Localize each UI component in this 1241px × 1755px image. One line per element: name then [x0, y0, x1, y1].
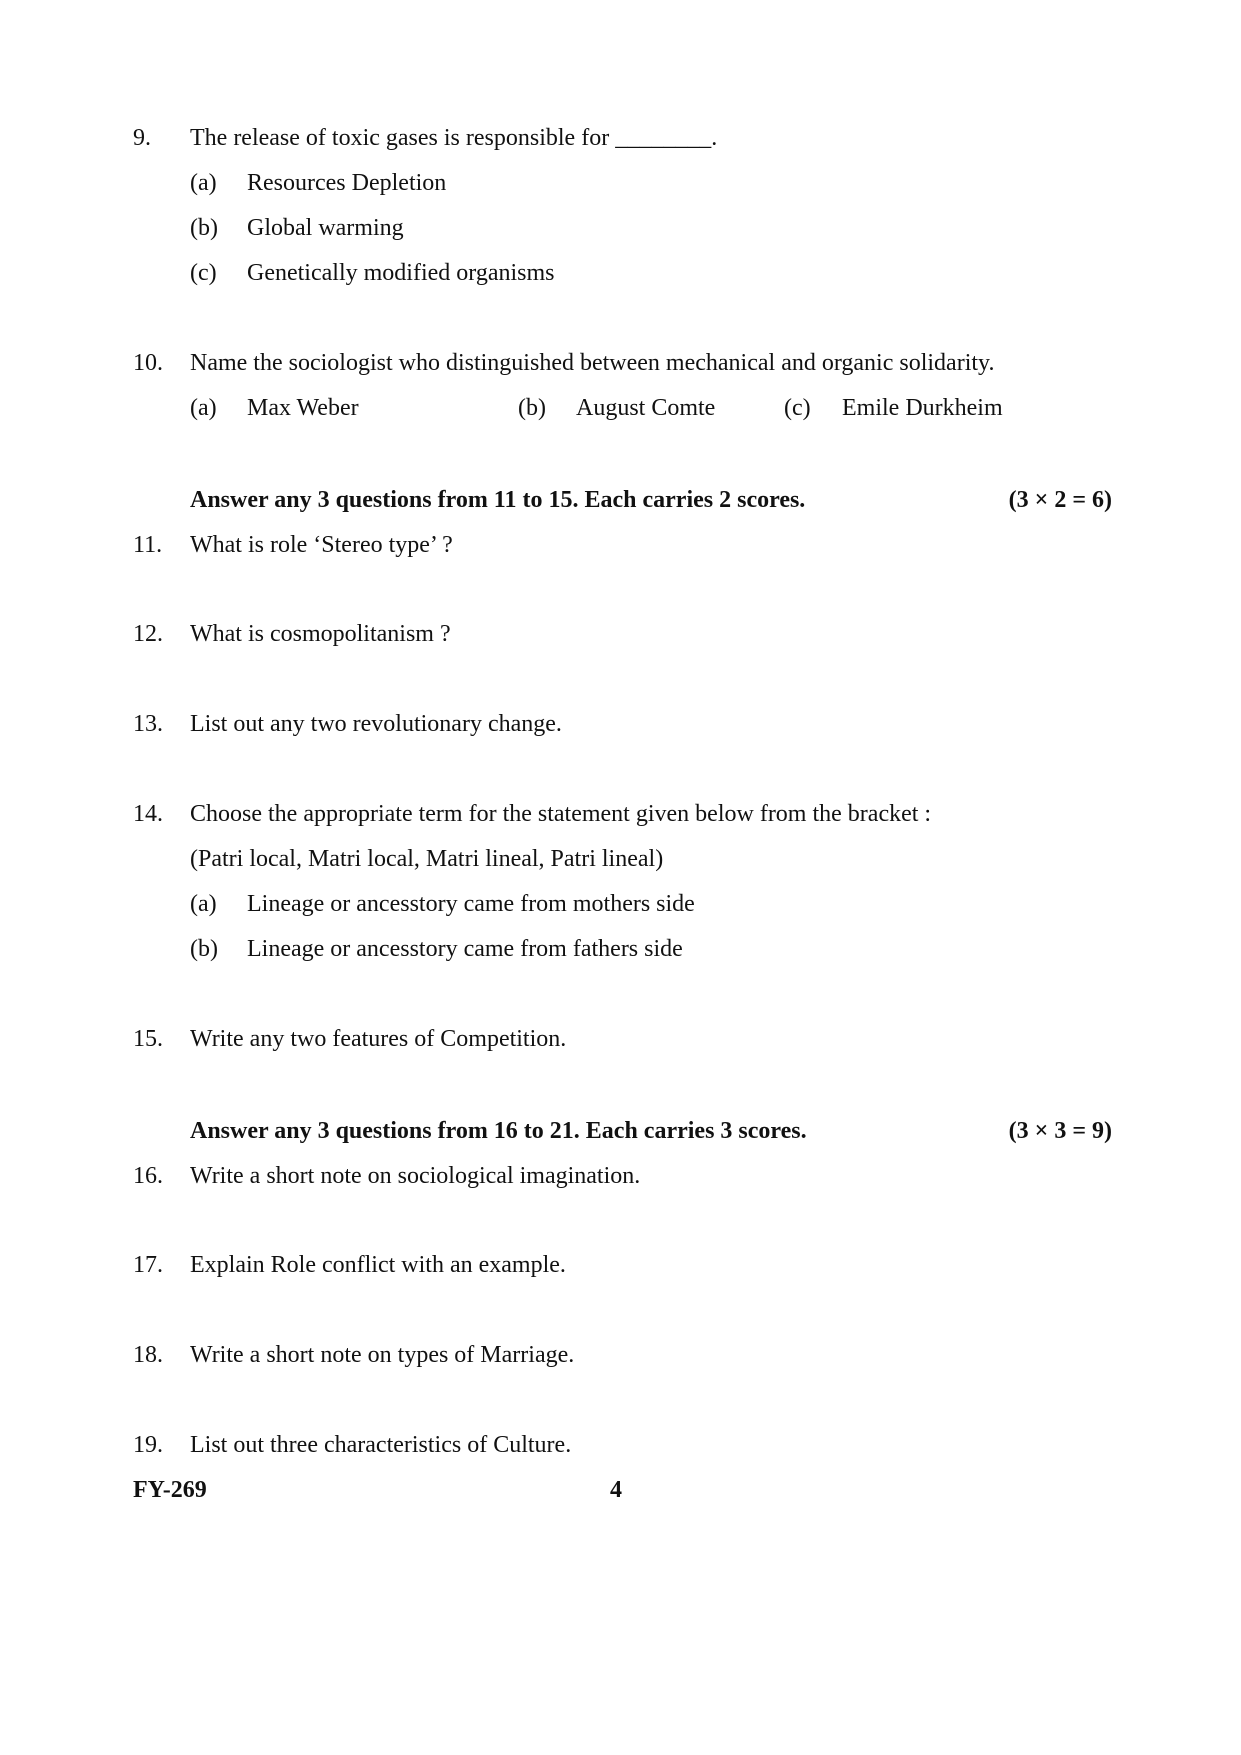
question-14-option-b-label: (b) [190, 936, 218, 962]
question-19-text: List out three characteristics of Culture. [190, 1432, 572, 1458]
question-14-bracket: (Patri local, Matri local, Matri lineal, Patri lineal) [190, 846, 664, 872]
question-9-option-a-label: (a) [190, 170, 217, 196]
question-10-number: 10. [133, 350, 163, 376]
question-10-option-c-text: Emile Durkheim [842, 395, 1003, 421]
question-17-number: 17. [133, 1252, 163, 1278]
question-18-number: 18. [133, 1342, 163, 1368]
question-11-text: What is role ‘Stereo type’ ? [190, 532, 453, 558]
question-13-number: 13. [133, 711, 163, 737]
question-14-option-a-text: Lineage or ancesstory came from mothers side [247, 891, 695, 917]
question-9-option-c-label: (c) [190, 260, 217, 286]
question-19-number: 19. [133, 1432, 163, 1458]
question-17-text: Explain Role conflict with an example. [190, 1252, 566, 1278]
question-9-option-b-text: Global warming [247, 215, 404, 241]
question-9-option-c-text: Genetically modified organisms [247, 260, 555, 286]
footer-paper-code: FY-269 [133, 1477, 207, 1503]
question-10-option-a-label: (a) [190, 395, 217, 421]
question-16-text: Write a short note on sociological imagination. [190, 1163, 641, 1189]
question-16-number: 16. [133, 1163, 163, 1189]
question-15-number: 15. [133, 1026, 163, 1052]
question-14-option-a-label: (a) [190, 891, 217, 917]
section-marks-11-15: (3 × 2 = 6) [1008, 487, 1112, 513]
question-10-option-b-label: (b) [518, 395, 546, 421]
question-11-number: 11. [133, 532, 163, 558]
section-instruction-11-15: Answer any 3 questions from 11 to 15. Each carries 2 scores. [190, 487, 806, 513]
question-13-text: List out any two revolutionary change. [190, 711, 562, 737]
section-marks-16-21: (3 × 3 = 9) [1008, 1118, 1112, 1144]
question-9-number: 9. [133, 125, 151, 151]
question-10-option-a-text: Max Weber [247, 395, 359, 421]
question-12-number: 12. [133, 621, 163, 647]
question-9-option-b-label: (b) [190, 215, 218, 241]
question-10-text: Name the sociologist who distinguished between mechanical and organic solidarity. [190, 350, 995, 376]
section-instruction-16-21: Answer any 3 questions from 16 to 21. Each carries 3 scores. [190, 1118, 807, 1144]
question-12-text: What is cosmopolitanism ? [190, 621, 451, 647]
question-14-text: Choose the appropriate term for the statement given below from the bracket : [190, 801, 932, 827]
question-15-text: Write any two features of Competition. [190, 1026, 567, 1052]
question-14-number: 14. [133, 801, 163, 827]
question-9-text: The release of toxic gases is responsible for ________. [190, 125, 718, 151]
question-18-text: Write a short note on types of Marriage. [190, 1342, 575, 1368]
footer-page-number: 4 [610, 1477, 622, 1503]
question-10-option-b-text: August Comte [576, 395, 716, 421]
question-10-option-c-label: (c) [784, 395, 811, 421]
question-14-option-b-text: Lineage or ancesstory came from fathers side [247, 936, 683, 962]
question-9-option-a-text: Resources Depletion [247, 170, 447, 196]
